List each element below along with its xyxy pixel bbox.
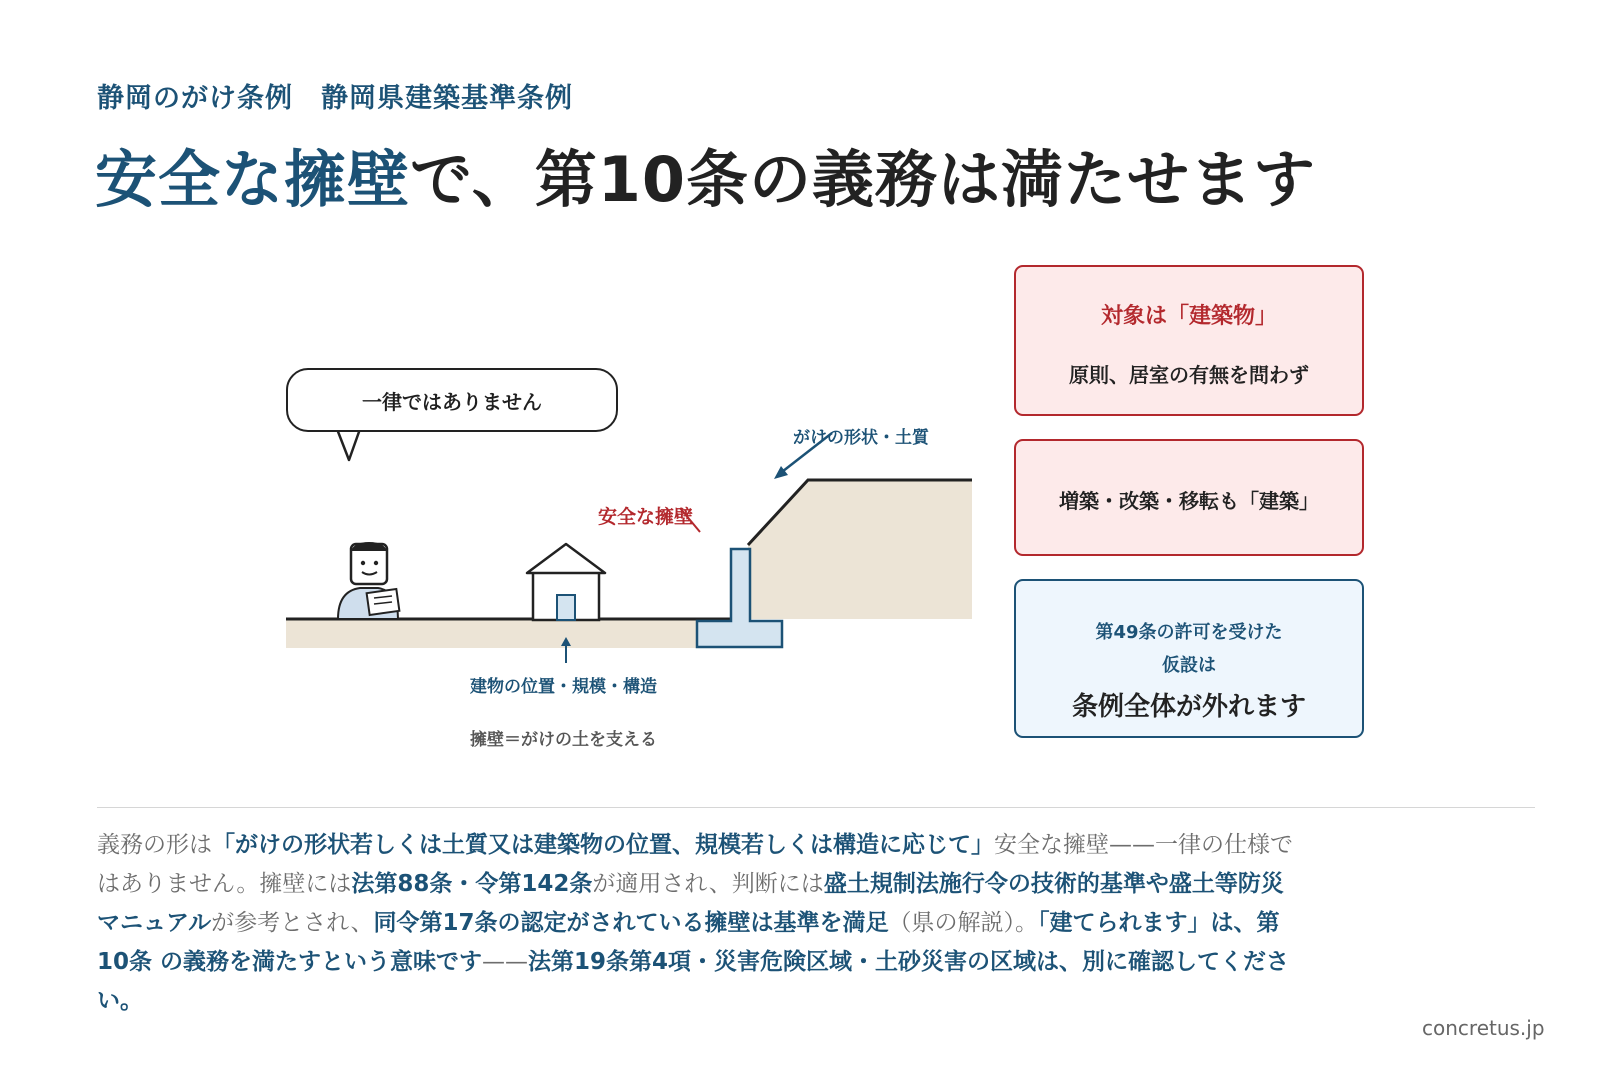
page-subtitle: 静岡のがけ条例 静岡県建築基準条例 bbox=[97, 83, 573, 114]
page-headline bbox=[95, 130, 1316, 219]
label-building: 建物の位置・規模・構造 bbox=[470, 677, 657, 697]
card-line-1: 第49条の許可を受けた bbox=[1095, 622, 1283, 643]
card-line-3: 条例全体が外れます bbox=[1071, 692, 1306, 722]
para-emphasis: 法第19条第4項・災害危険区域・土砂災害の区域は、別に確認してください。 bbox=[97, 949, 1290, 1014]
retaining-wall-diagram bbox=[270, 355, 990, 755]
label-cliff: がけの形状・土質 bbox=[793, 428, 929, 448]
explanation-paragraph bbox=[97, 826, 1297, 1021]
para-emphasis: 「建てられます」は、第10条 の義務を満たすという意味です bbox=[97, 910, 1280, 975]
headline-rest: で、第10条の義務は満たせます bbox=[410, 143, 1317, 216]
label-wall: 安全な擁壁 bbox=[598, 506, 694, 528]
para-text: 義務の形は bbox=[97, 832, 212, 858]
card-temporary-exemption bbox=[1014, 579, 1364, 738]
card-target-building bbox=[1014, 265, 1364, 416]
bubble-tail bbox=[337, 429, 360, 460]
section-divider bbox=[97, 807, 1535, 808]
para-emphasis: 「がけの形状若しくは土質又は建築物の位置、規模若しくは構造に応じて」 bbox=[212, 832, 994, 858]
speech-bubble: 一律ではありません bbox=[286, 368, 618, 432]
para-emphasis: 法第88条・令第142条 bbox=[351, 871, 593, 897]
para-text: （県の解説）。 bbox=[888, 910, 1038, 936]
card-line-2: 仮設は bbox=[1162, 655, 1216, 676]
card-body: 原則、居室の有無を問わず bbox=[1069, 363, 1309, 387]
para-text: —— bbox=[482, 949, 529, 975]
person-icon bbox=[338, 542, 399, 619]
para-text: が参考とされ、 bbox=[211, 910, 374, 936]
card-title: 対象は「建築物」 bbox=[1100, 304, 1277, 329]
diagram-caption: 擁壁＝がけの土を支える bbox=[470, 730, 657, 750]
house-icon bbox=[527, 544, 605, 620]
headline-highlight: 安全な擁壁 bbox=[95, 143, 411, 216]
card-body: 増築・改築・移転も「建築」 bbox=[1059, 489, 1319, 513]
para-emphasis: 同令第17条の認定がされている擁壁は基準を満足 bbox=[373, 910, 889, 936]
para-text: 安全な擁壁——一律の仕様ではありません。擁壁には bbox=[97, 832, 1293, 897]
site-credit: concretus.jp bbox=[1422, 1016, 1545, 1040]
card-extension bbox=[1014, 439, 1364, 556]
para-text: が適用され、判断には bbox=[592, 871, 824, 897]
para-emphasis: 盛土規制法施行令の技術的基準や盛土等防災マニュアル bbox=[97, 871, 1284, 936]
